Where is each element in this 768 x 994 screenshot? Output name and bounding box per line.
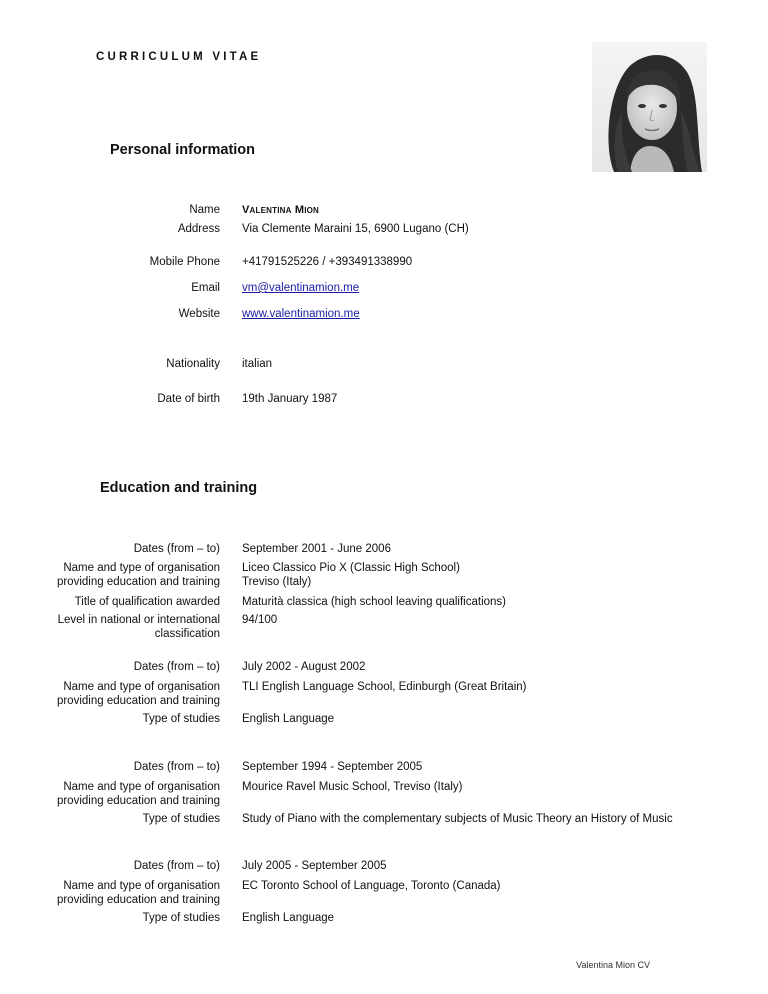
phone-value: +41791525226 / +393491338990 xyxy=(242,256,413,268)
edu4-org-value: EC Toronto School of Language, Toronto (Canada) xyxy=(242,880,501,892)
edu1-org-label-line1: Name and type of organisation xyxy=(63,562,220,574)
edu1-level-label-line1: Level in national or international xyxy=(57,614,220,626)
section-title-personal: Personal information xyxy=(110,142,256,158)
edu1-dates-value: September 2001 - June 2006 xyxy=(242,543,391,555)
edu4-dates-label: Dates (from – to) xyxy=(133,860,220,872)
edu4-type-value: English Language xyxy=(242,912,335,924)
edu2-dates-value: July 2002 - August 2002 xyxy=(242,661,366,673)
edu3-type-label: Type of studies xyxy=(142,813,220,825)
edu2-dates-label: Dates (from – to) xyxy=(133,661,220,673)
edu1-org-value-line1: Liceo Classico Pio X (Classic High School) xyxy=(242,562,460,574)
dob-label: Date of birth xyxy=(157,393,220,405)
document-title: CURRICULUM VITAE xyxy=(96,51,262,63)
section-title-education: Education and training xyxy=(100,480,258,496)
edu2-org-label-line2: providing education and training xyxy=(56,695,220,707)
email-link[interactable]: vm@valentinamion.me xyxy=(242,282,360,294)
edu3-org-label-line2: providing education and training xyxy=(56,795,220,807)
name-label: Name xyxy=(189,204,220,216)
edu4-type-label: Type of studies xyxy=(142,912,220,924)
edu1-org-value-line2: Treviso (Italy) xyxy=(242,576,312,588)
edu3-org-value: Mourice Ravel Music School, Treviso (Italy) xyxy=(242,781,463,793)
edu3-org-label-line1: Name and type of organisation xyxy=(63,781,220,793)
nationality-label: Nationality xyxy=(166,358,220,370)
dob-value: 19th January 1987 xyxy=(242,393,338,405)
edu4-org-label-line2: providing education and training xyxy=(56,894,220,906)
edu1-qual-value: Maturità classica (high school leaving qualifications) xyxy=(242,596,506,608)
edu1-qual-label: Title of qualification awarded xyxy=(74,596,220,608)
edu4-dates-value: July 2005 - September 2005 xyxy=(242,860,387,872)
address-value: Via Clemente Maraini 15, 6900 Lugano (CH) xyxy=(242,223,469,235)
address-label: Address xyxy=(177,223,220,235)
website-label: Website xyxy=(178,308,220,320)
website-link[interactable]: www.valentinamion.me xyxy=(242,308,360,320)
edu3-dates-value: September 1994 - September 2005 xyxy=(242,761,423,773)
email-label: Email xyxy=(191,282,220,294)
edu1-dates-label: Dates (from – to) xyxy=(133,543,220,555)
nationality-value: italian xyxy=(242,358,273,370)
edu3-type-value: Study of Piano with the complementary subjects of Music Theory an History of Music xyxy=(242,813,673,825)
name-value: Valentina Mion xyxy=(242,204,320,216)
edu2-org-value: TLI English Language School, Edinburgh (Great Britain) xyxy=(242,681,527,693)
edu2-org-label-line1: Name and type of organisation xyxy=(63,681,220,693)
edu2-type-value: English Language xyxy=(242,713,335,725)
edu4-org-label-line1: Name and type of organisation xyxy=(63,880,220,892)
edu1-org-label-line2: providing education and training xyxy=(56,576,220,588)
edu1-level-value: 94/100 xyxy=(242,614,278,626)
edu1-level-label-line2: classification xyxy=(154,628,220,640)
edu2-type-label: Type of studies xyxy=(142,713,220,725)
edu3-dates-label: Dates (from – to) xyxy=(133,761,220,773)
portrait-photo xyxy=(592,42,707,172)
page-footer: Valentina Mion CV xyxy=(576,960,650,970)
phone-label: Mobile Phone xyxy=(149,256,220,268)
